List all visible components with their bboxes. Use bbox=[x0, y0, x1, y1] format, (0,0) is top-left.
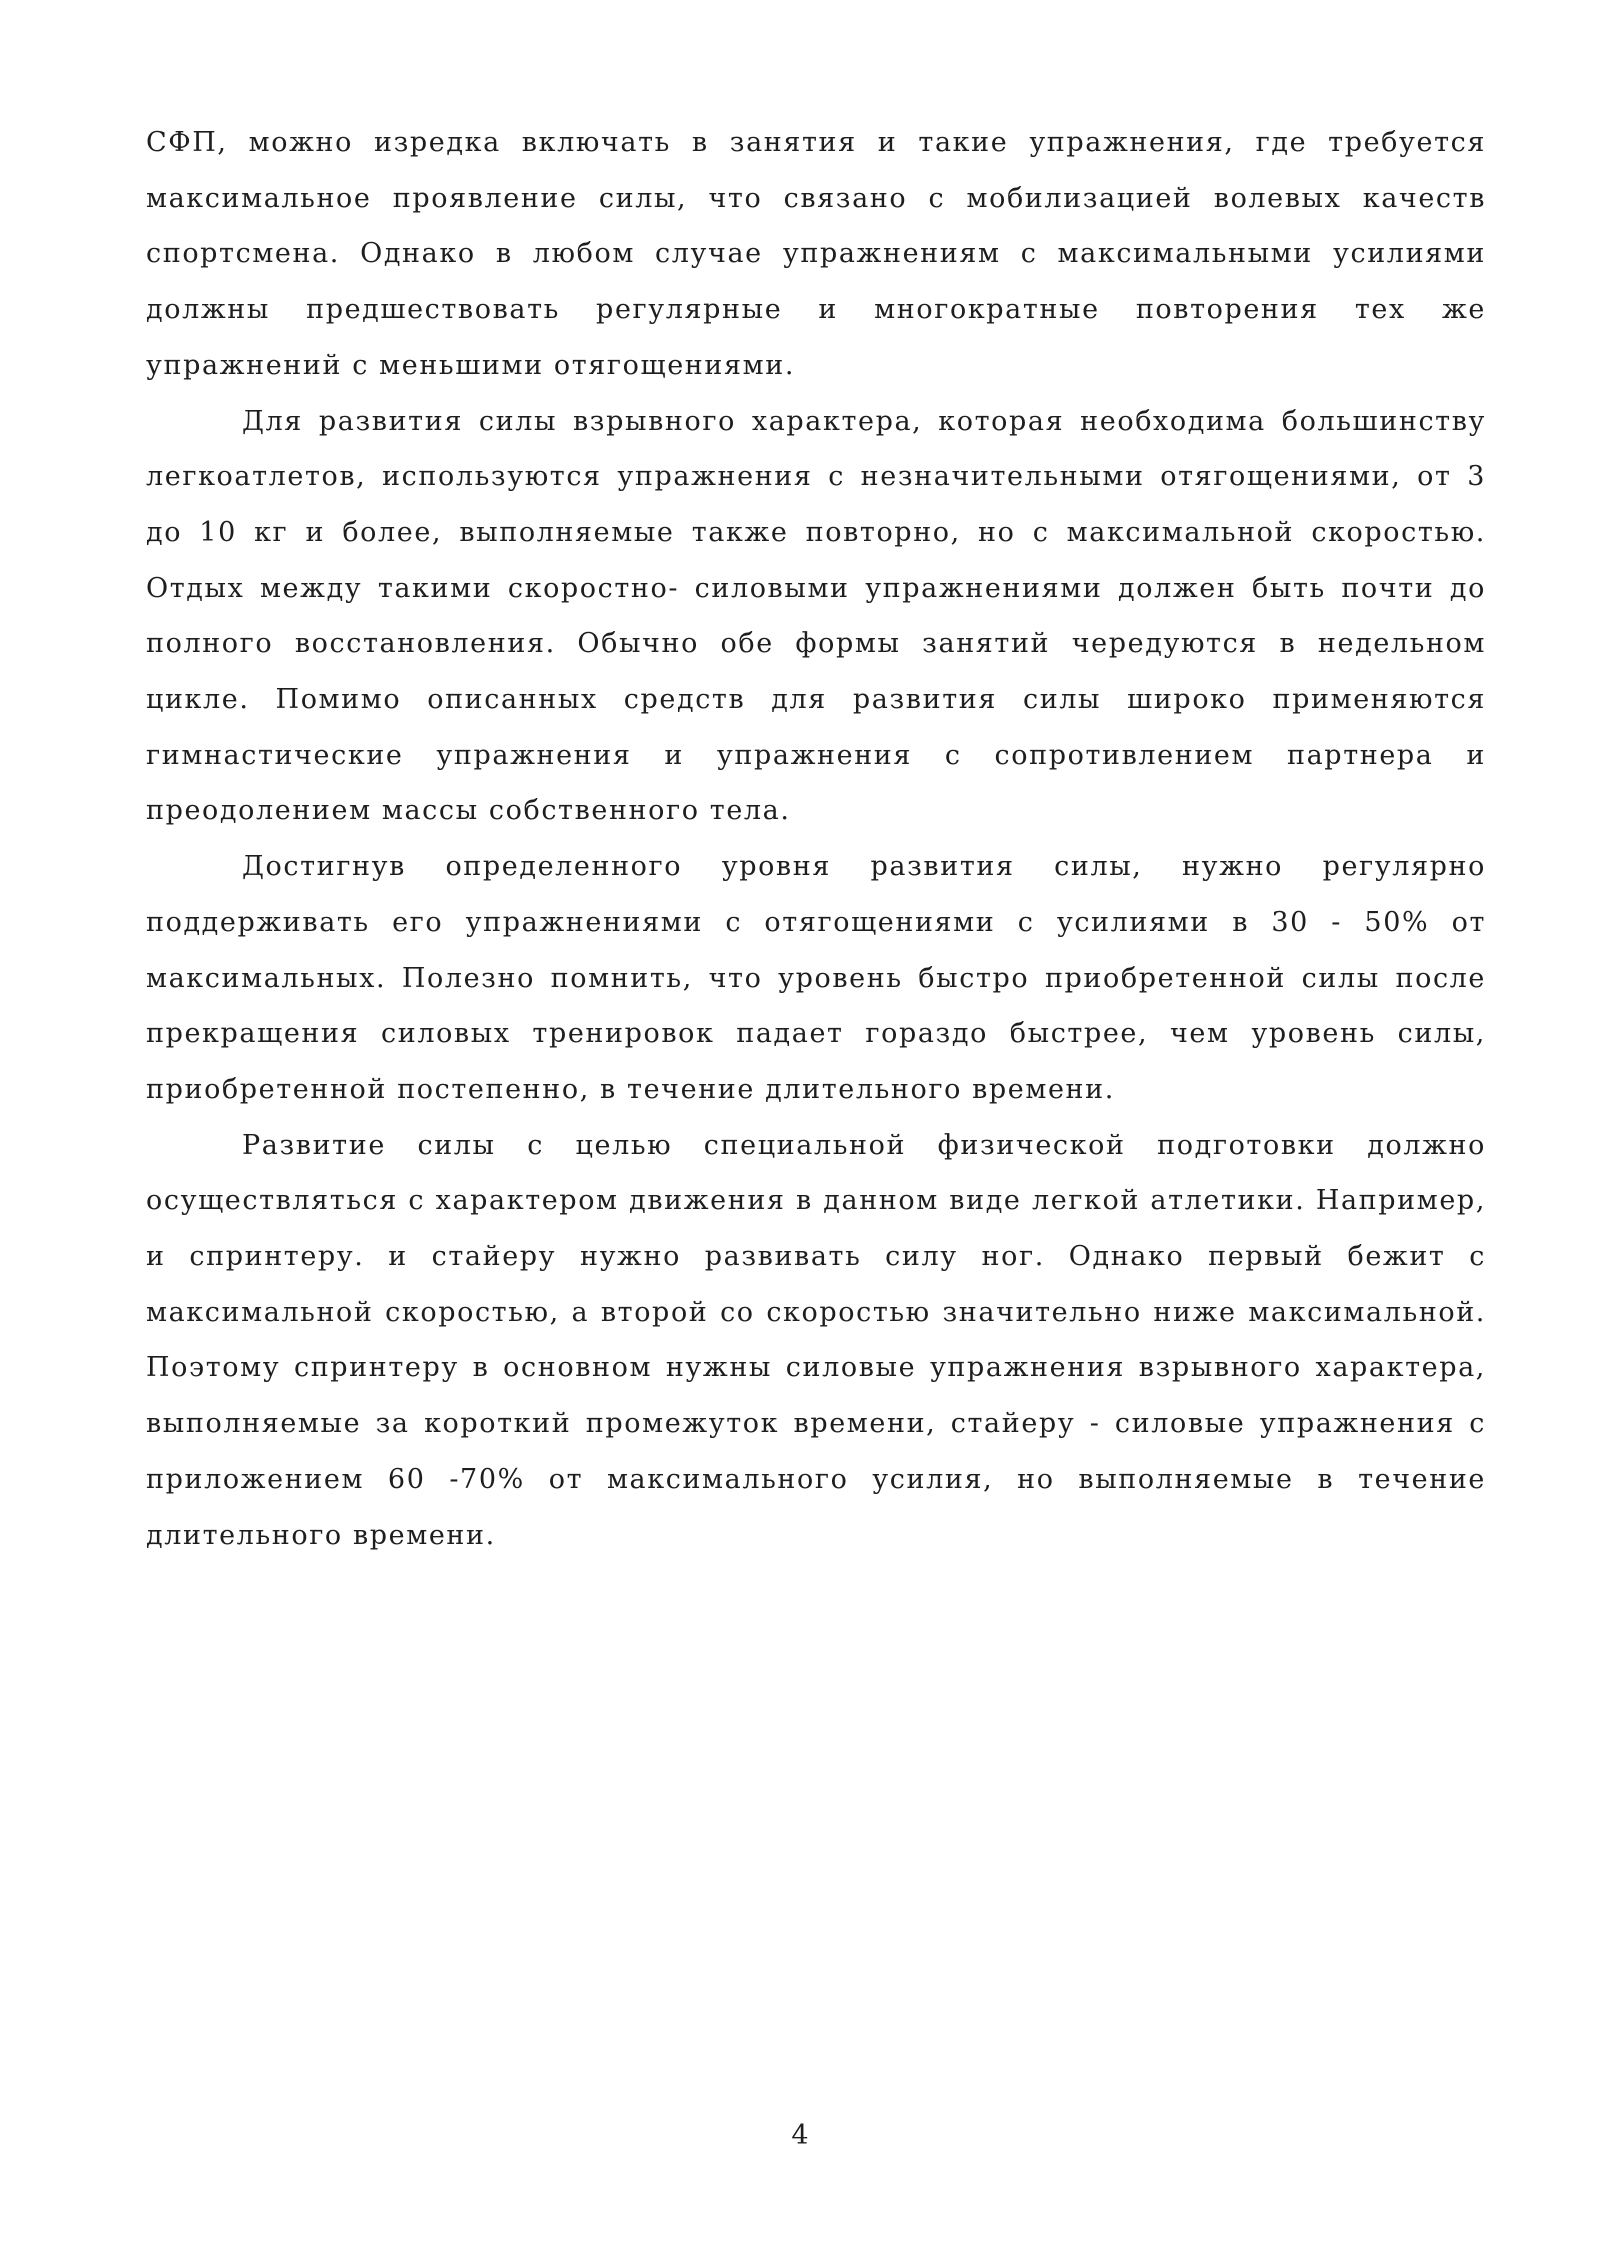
paragraph-3: Достигнув определенного уровня развития силы, нужно регулярно поддерживать его упражнениями с отягощениями с усилиями в 30 - 50% от максимальных. Полезно помнить, что уровень быстро приобретенной силы после прекращения силовых тренировок падает гораздо быстрее, чем уровень силы, приобретенной постепенно, в течение длительного времени. bbox=[146, 851, 1486, 1105]
body-text bbox=[146, 115, 1486, 1563]
paragraph-1: СФП, можно изредка включать в занятия и такие упражнения, где требуется максимальное проявление силы, что связано с мобилизацией волевых качеств спортсмена. Однако в любом случае упражнениям с максимальными усилиями должны предшествовать регулярные и многократные повторения тех же упражнений с меньшими отягощениями. bbox=[146, 127, 1486, 381]
paragraph-2: Для развития силы взрывного характера, которая необходима большинству легкоатлетов, используются упражнения с незначительными отягощениями, от 3 до 10 кг и более, выполняемые также повторно, но с максимальной скоростью. Отдых между такими скоростно- силовыми упражнениями должен быть почти до полного восстановления. Обычно обе формы занятий чередуются в недельном цикле. Помимо описанных средств для развития силы широко применяются гимнастические упражнения и упражнения с сопротивлением партнера и преодолением массы собственного тела. bbox=[146, 405, 1486, 827]
paragraph-4: Развитие силы с целью специальной физической подготовки должно осуществляться с характером движения в данном виде легкой атлетики. Например, и спринтеру. и стайеру нужно развивать силу ног. Однако первый бежит с максимальной скоростью, а второй со скоростью значительно ниже максимальной. Поэтому спринтеру в основном нужны силовые упражнения взрывного характера, выполняемые за короткий промежуток времени, стайеру - силовые упражнения с приложением 60 -70% от максимального усилия, но выполняемые в течение длительного времени. bbox=[146, 1129, 1486, 1551]
page-number: 4 bbox=[791, 2120, 809, 2151]
